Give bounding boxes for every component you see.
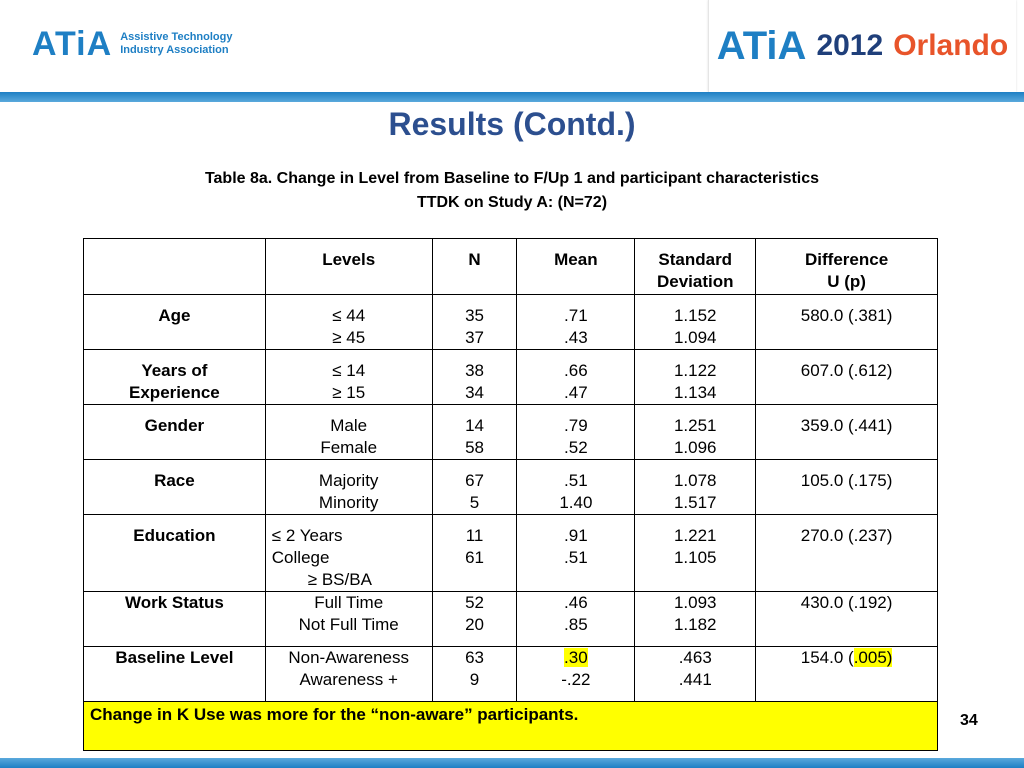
- n-value: 61: [465, 548, 484, 567]
- page-number: 34: [960, 712, 978, 729]
- level-value: ≥ 15: [332, 383, 366, 402]
- table-row: [84, 515, 938, 592]
- slide-header: [0, 0, 1024, 92]
- header-n: N: [432, 239, 517, 295]
- level-value: Minority: [318, 493, 379, 512]
- row-mean: [517, 350, 635, 405]
- row-levels: [265, 647, 432, 702]
- row-sd: [635, 515, 756, 592]
- sd-value: .463: [678, 648, 712, 667]
- level-value: Female: [320, 438, 378, 457]
- row-levels: [265, 295, 432, 350]
- sd-value: 1.251: [673, 416, 717, 435]
- n-value: 37: [465, 328, 484, 347]
- row-n: [432, 515, 517, 592]
- mean-value: -.22: [561, 670, 591, 689]
- row-label: [84, 350, 266, 405]
- row-label: Work Status: [84, 592, 266, 647]
- row-levels: [265, 592, 432, 647]
- row-n: [432, 592, 517, 647]
- results-table: [83, 238, 938, 751]
- row-levels: [265, 405, 432, 460]
- header-mean: Mean: [517, 239, 635, 295]
- row-label: Age: [84, 295, 266, 350]
- row-mean: [517, 592, 635, 647]
- sd-value: .441: [678, 670, 712, 689]
- n-value: 34: [465, 383, 484, 402]
- n-value: 11: [465, 526, 484, 545]
- mean-value: 1.40: [559, 493, 593, 512]
- header-sd-line2: Deviation: [656, 272, 734, 291]
- level-value: Male: [330, 416, 368, 435]
- row-n: [432, 647, 517, 702]
- mean-value: .47: [564, 383, 588, 402]
- table-caption-line2: TTDK on Study A: (N=72): [416, 194, 608, 211]
- row-sd: [635, 592, 756, 647]
- sd-value: 1.093: [673, 593, 717, 612]
- sd-value: 1.517: [673, 493, 717, 512]
- mean-value: .51: [564, 471, 588, 490]
- conclusion-note: Change in K Use was more for the “non-aware” participants.: [84, 702, 938, 751]
- table-caption: [100, 167, 924, 215]
- row-mean: [517, 460, 635, 515]
- atia-logo-mark: ATiA: [32, 24, 113, 63]
- mean-value: .51: [564, 548, 588, 567]
- diff-p-highlighted: .005): [853, 648, 893, 667]
- n-value: 5: [469, 493, 480, 512]
- row-mean: [517, 405, 635, 460]
- sd-value: 1.134: [673, 383, 717, 402]
- sd-value: 1.182: [673, 615, 717, 634]
- sd-value: 1.078: [673, 471, 717, 490]
- row-levels: [265, 350, 432, 405]
- header-sd-line1: Standard: [658, 250, 733, 269]
- n-value: 9: [469, 670, 480, 689]
- row-diff: 359.0 (.441): [756, 405, 938, 460]
- level-value: Not Full Time: [298, 615, 399, 634]
- sd-value: 1.221: [673, 526, 717, 545]
- header-band: [0, 92, 1024, 102]
- row-sd: [635, 460, 756, 515]
- row-label: Education: [84, 515, 266, 592]
- level-value: ≤ 14: [332, 361, 366, 380]
- table-header-row: [84, 239, 938, 295]
- mean-value: .66: [564, 361, 588, 380]
- mean-value: .52: [564, 438, 588, 457]
- level-value: ≥ BS/BA: [307, 570, 372, 589]
- atia-logo-text: [120, 31, 232, 57]
- row-levels: [265, 460, 432, 515]
- diff-value: 154.0 (: [800, 648, 854, 667]
- sd-value: 1.096: [673, 438, 717, 457]
- table-row: [84, 405, 938, 460]
- row-diff: [756, 647, 938, 702]
- level-value: ≤ 44: [332, 306, 366, 325]
- row-sd: [635, 405, 756, 460]
- row-n: [432, 350, 517, 405]
- mean-value: .85: [564, 615, 588, 634]
- sd-value: 1.105: [673, 548, 717, 567]
- n-value: 63: [465, 648, 484, 667]
- conference-logo-year: 2012: [816, 29, 884, 62]
- header-sd: [635, 239, 756, 295]
- row-label: Baseline Level: [84, 647, 266, 702]
- row-label-line1: Years of: [141, 361, 208, 380]
- n-value: 14: [465, 416, 484, 435]
- footer-band: [0, 758, 1024, 768]
- row-sd: [635, 647, 756, 702]
- conference-logo-city: Orlando: [893, 29, 1009, 62]
- level-value: ≤ 2 Years: [271, 526, 343, 545]
- sd-value: 1.122: [673, 361, 717, 380]
- level-value: Non-Awareness: [288, 648, 409, 667]
- row-levels: [265, 515, 432, 592]
- row-mean: [517, 295, 635, 350]
- atia-logo-line1: Assistive Technology: [120, 31, 233, 43]
- row-mean: [517, 647, 635, 702]
- atia-logo: [32, 22, 232, 66]
- mean-value: .91: [564, 526, 588, 545]
- header-blank: [84, 239, 266, 295]
- level-value: ≥ 45: [332, 328, 366, 347]
- row-label-line2: Experience: [129, 383, 220, 402]
- header-diff: [756, 239, 938, 295]
- row-n: [432, 295, 517, 350]
- n-value: 52: [465, 593, 484, 612]
- n-value: 20: [465, 615, 484, 634]
- conference-logo-mark: ATiA: [716, 23, 807, 68]
- table-row: [84, 295, 938, 350]
- header-diff-line2: U (p): [827, 272, 866, 291]
- mean-value: .71: [564, 306, 588, 325]
- sd-value: 1.094: [673, 328, 717, 347]
- header-diff-line1: Difference: [805, 250, 889, 269]
- mean-value-highlighted: .30: [564, 648, 588, 667]
- row-mean: [517, 515, 635, 592]
- atia-logo-line2: Industry Association: [120, 44, 229, 56]
- row-diff: 607.0 (.612): [756, 350, 938, 405]
- n-value: 58: [465, 438, 484, 457]
- row-diff: 105.0 (.175): [756, 460, 938, 515]
- mean-value: .43: [564, 328, 588, 347]
- row-n: [432, 405, 517, 460]
- row-diff: 430.0 (.192): [756, 592, 938, 647]
- slide-title: Results (Contd.): [388, 106, 636, 142]
- level-value: Majority: [318, 471, 379, 490]
- mean-value: .46: [564, 593, 588, 612]
- row-sd: [635, 350, 756, 405]
- row-diff: 270.0 (.237): [756, 515, 938, 592]
- sd-value: 1.152: [673, 306, 717, 325]
- conclusion-row: [84, 702, 938, 751]
- mean-value: .79: [564, 416, 588, 435]
- n-value: 35: [465, 306, 484, 325]
- conference-logo: [708, 0, 1016, 92]
- row-sd: [635, 295, 756, 350]
- table-row: [84, 460, 938, 515]
- header-levels: Levels: [265, 239, 432, 295]
- table-row: [84, 647, 938, 702]
- level-value: Awareness +: [299, 670, 398, 689]
- level-value: Full Time: [314, 593, 384, 612]
- table-caption-line1: Table 8a. Change in Level from Baseline to F/Up 1 and participant characteristics: [204, 170, 820, 187]
- row-label: Gender: [84, 405, 266, 460]
- level-value: College: [271, 548, 330, 567]
- row-n: [432, 460, 517, 515]
- row-diff: 580.0 (.381): [756, 295, 938, 350]
- n-value: 38: [465, 361, 484, 380]
- table-row: [84, 592, 938, 647]
- table-row: [84, 350, 938, 405]
- n-value: 67: [465, 471, 484, 490]
- row-label: Race: [84, 460, 266, 515]
